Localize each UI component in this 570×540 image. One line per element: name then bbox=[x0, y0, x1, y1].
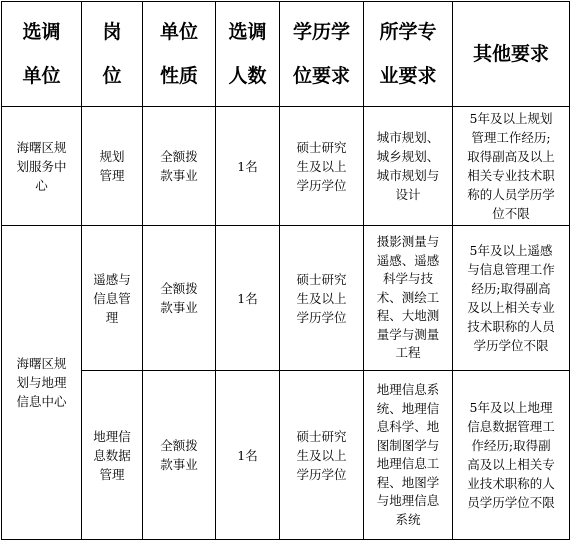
header-count: 选调 人数 bbox=[216, 2, 280, 107]
count-cell: 1名 bbox=[216, 371, 280, 540]
header-other: 其他要求 bbox=[453, 2, 570, 107]
other-cell: 5年及以上遥感 与信息管理工作 经历;取得副高 及以上相关专业 技术职称的人员 学历学位不限 bbox=[453, 226, 570, 371]
degree-cell: 硕士研究 生及以上 学历学位 bbox=[280, 226, 364, 371]
table-row bbox=[2, 371, 570, 540]
unit-cell: 海曙区规 划与地理 信息中心 bbox=[2, 226, 82, 540]
position-cell: 地理信 息数据 管理 bbox=[82, 371, 143, 540]
header-unit: 选调 单位 bbox=[2, 2, 82, 107]
position-cell: 规划 管理 bbox=[82, 107, 143, 226]
table-row bbox=[2, 226, 570, 371]
header-major: 所学专 业要求 bbox=[364, 2, 453, 107]
position-cell: 遥感与 信息管 理 bbox=[82, 226, 143, 371]
major-cell: 地理信息系 统、地理信 息科学、地 图制图学与 地理信息工 程、地图学 与地理信息 系统 bbox=[364, 371, 453, 540]
degree-cell: 硕士研究 生及以上 学历学位 bbox=[280, 371, 364, 540]
unit-cell: 海曙区规 划服务中 心 bbox=[2, 107, 82, 226]
count-cell: 1名 bbox=[216, 107, 280, 226]
header-row bbox=[2, 2, 570, 107]
degree-cell: 硕士研究 生及以上 学历学位 bbox=[280, 107, 364, 226]
nature-cell: 全额拨 款事业 bbox=[143, 226, 216, 371]
table-row bbox=[2, 107, 570, 226]
recruitment-table bbox=[1, 1, 570, 540]
header-degree: 学历学 位要求 bbox=[280, 2, 364, 107]
header-position: 岗 位 bbox=[82, 2, 143, 107]
major-cell: 城市规划、 城乡规划、 城市规划与 设计 bbox=[364, 107, 453, 226]
nature-cell: 全额拨 款事业 bbox=[143, 371, 216, 540]
other-cell: 5年及以上地理 信息数据管理工 作经历;取得副 高及以上相关专 业技术职称的人 员学历学位不限 bbox=[453, 371, 570, 540]
header-nature: 单位 性质 bbox=[143, 2, 216, 107]
major-cell: 摄影测量与 遥感、遥感 科学与技 术、测绘工 程、大地测 量学与测量 工程 bbox=[364, 226, 453, 371]
other-cell: 5年及以上规划 管理工作经历; 取得副高及以上 相关专业技术职 称的人员学历学 位不限 bbox=[453, 107, 570, 226]
nature-cell: 全额拨 款事业 bbox=[143, 107, 216, 226]
count-cell: 1名 bbox=[216, 226, 280, 371]
